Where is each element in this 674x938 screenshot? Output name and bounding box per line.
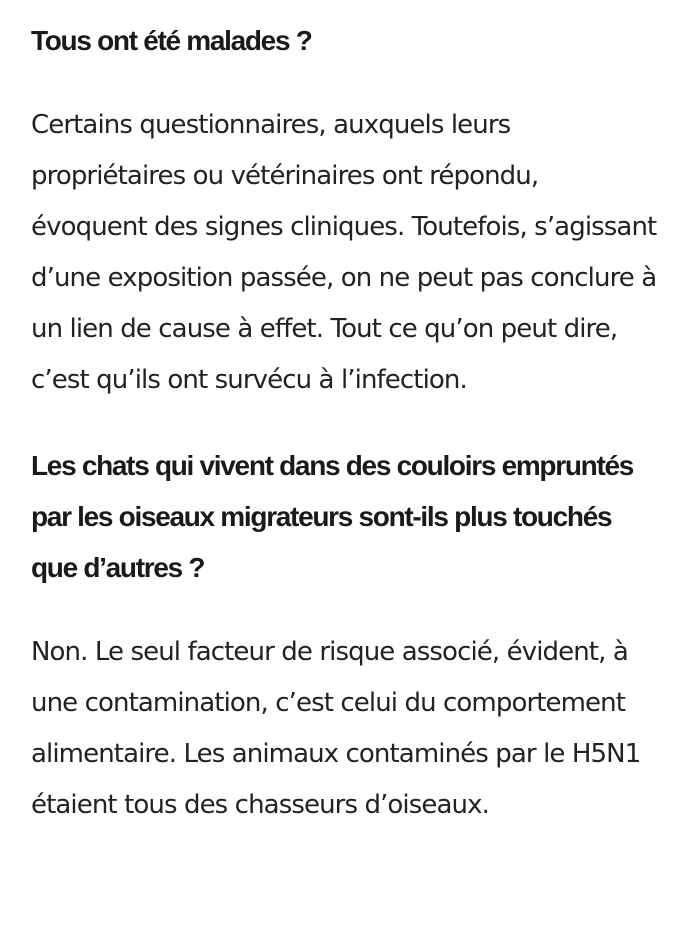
- question-heading: Tous ont été malades ?: [31, 25, 312, 56]
- question-heading: Les chats qui vivent dans des couloirs empruntés par les oiseaux migrateurs sont-ils plus touchés que d’autres ?: [31, 450, 634, 583]
- answer-paragraph: Non. Le seul facteur de risque associé, évident, à une contamination, c’est celui du comportement alimentaire. Les animaux contaminés par le H5N1 étaient tous des chasseurs d’oiseaux.: [31, 637, 641, 820]
- answer-paragraph: Certains questionnaires, auxquels leurs propriétaires ou vétérinaires ont répondu, évoquent des signes cliniques. Toutefois, s’agissant d’une exposition passée, on ne peut pas conclure à un lien de cause à effet. Tout ce qu’on peut dire, c’est qu’ils ont survécu à l’infection.: [31, 110, 657, 395]
- article-body: [31, 15, 659, 831]
